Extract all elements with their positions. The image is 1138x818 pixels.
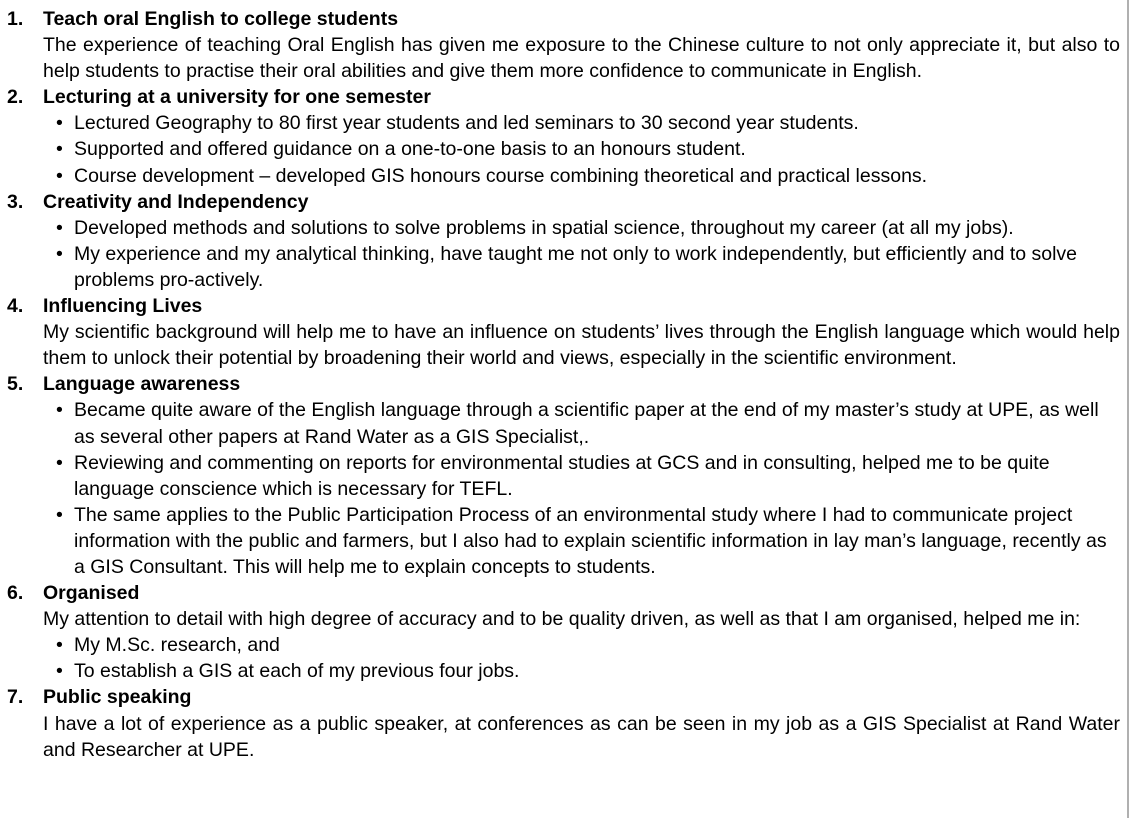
bullet-item [56, 215, 1120, 241]
bullet-icon: • [56, 451, 63, 474]
item-number: 5. [7, 373, 24, 396]
bullet-icon: • [56, 399, 63, 422]
bullet-item [56, 110, 1120, 136]
item-paragraph: The experience of teaching Oral English has given me exposure to the Chinese culture to not only appreciate it, but also to help students to practise their oral abilities and give them more confidence to communicate in English. [43, 34, 1120, 83]
bullet-text: Supported and offered guidance on a one-to-one basis to an honours student. [74, 138, 746, 161]
bullet-item [56, 163, 1120, 189]
bullet-icon: • [56, 112, 63, 135]
bullet-item [56, 397, 1120, 449]
bullet-list [43, 632, 1120, 684]
bullet-item [56, 241, 1120, 293]
bullet-icon: • [56, 242, 63, 265]
bullet-icon: • [56, 138, 63, 161]
item-heading: Organised [43, 582, 140, 605]
list-item [0, 580, 1138, 684]
item-number: 6. [7, 582, 24, 605]
item-heading: Public speaking [43, 686, 192, 709]
bullet-list [43, 215, 1120, 293]
item-paragraph: My attention to detail with high degree of accuracy and to be quality driven, as well as that I am organised, helped me in: [43, 608, 1081, 631]
bullet-icon: • [56, 216, 63, 239]
item-number: 1. [7, 8, 24, 30]
bullet-text: My experience and my analytical thinking, have taught me not only to work independently, but efficiently and to solve problems pro-actively. [74, 242, 1078, 291]
bullet-item [56, 136, 1120, 162]
bullet-text: Lectured Geography to 80 first year students and led seminars to 30 second year students. [74, 112, 859, 135]
bullet-item [56, 632, 1120, 658]
list-item [0, 293, 1138, 371]
item-body [43, 189, 1120, 293]
bullet-item [56, 502, 1120, 580]
bullet-text: Reviewing and commenting on reports for environmental studies at GCS and in consulting, helped me to be quite language conscience which is necessary for TEFL. [74, 451, 1050, 500]
bullet-icon: • [56, 164, 63, 187]
bullet-icon: • [56, 634, 63, 657]
list-item [0, 371, 1138, 580]
item-heading: Creativity and Independency [43, 190, 309, 213]
bullet-text: My M.Sc. research, and [74, 634, 280, 657]
table-cell-border [1127, 0, 1129, 818]
item-body [43, 6, 1120, 84]
list-item [0, 684, 1138, 762]
bullet-list [43, 397, 1120, 580]
item-body [43, 371, 1120, 580]
bullet-text: Developed methods and solutions to solve problems in spatial science, throughout my career (at all my jobs). [74, 216, 1014, 239]
item-heading: Teach oral English to college students [43, 8, 399, 30]
bullet-text: To establish a GIS at each of my previous four jobs. [74, 660, 520, 683]
item-body [43, 84, 1120, 188]
bullet-text: Course development – developed GIS honours course combining theoretical and practical lessons. [74, 164, 928, 187]
list-item [0, 84, 1138, 188]
item-number: 3. [7, 190, 24, 213]
item-heading: Lecturing at a university for one semester [43, 86, 431, 109]
bullet-icon: • [56, 660, 63, 683]
item-number: 4. [7, 295, 24, 318]
item-body [43, 684, 1120, 762]
bullet-item [56, 450, 1120, 502]
item-number: 7. [7, 686, 24, 709]
list-item [0, 189, 1138, 293]
item-heading: Influencing Lives [43, 295, 203, 318]
bullet-icon: • [56, 503, 63, 526]
item-paragraph: My scientific background will help me to have an influence on students’ lives through the English language which would help them to unlock their potential by broadening their world and views, especially in the scientific environment. [43, 321, 1120, 370]
list-item [0, 6, 1138, 84]
bullet-list [43, 110, 1120, 188]
item-body [43, 580, 1120, 684]
bullet-text: Became quite aware of the English language through a scientific paper at the end of my master’s study at UPE, as well as several other papers at Rand Water as a GIS Specialist,. [74, 399, 1099, 448]
item-paragraph: I have a lot of experience as a public speaker, at conferences as can be seen in my job as a GIS Specialist at Rand Water and Researcher at UPE. [43, 712, 1120, 761]
bullet-item [56, 658, 1120, 684]
item-number: 2. [7, 86, 24, 109]
item-heading: Language awareness [43, 373, 241, 396]
item-body [43, 293, 1120, 371]
bullet-text: The same applies to the Public Participation Process of an environmental study where I had to communicate project information with the public and farmers, but I also had to explain scientific information in lay man’s language, recently as a GIS Consultant. This will help me to explain concepts to students. [74, 503, 1107, 578]
